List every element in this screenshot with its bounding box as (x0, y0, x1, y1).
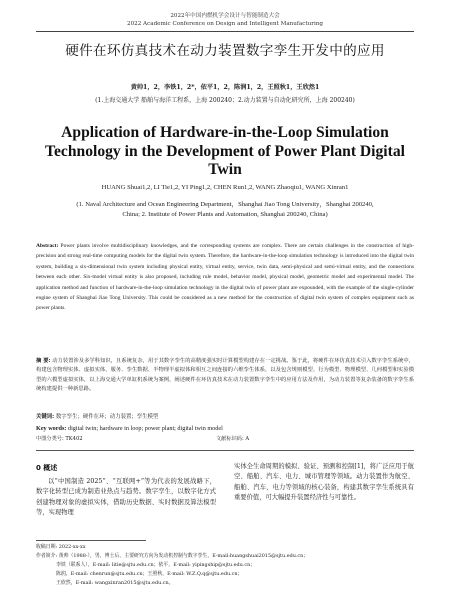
body-paragraph-left: 以“中国制造 2025”、“互联网+”等为代表的发展战略下，数字化转型已成为制造业热点与趋势。数字孪生，以数字化方式创建物理对象的虚拟实体，借助历史数据、实时数据及算法模型等，实现物理 (36, 478, 216, 517)
english-title: Application of Hardware-in-the-Loop Simulation Technology in the Development of Power Plant Digital Twin (45, 124, 405, 178)
chinese-affiliation: (1.上海交通大学 船舶与海洋工程系，上海 200240；2.动力装置与自动化研究所，上海 200240) (95, 97, 355, 104)
body-paragraph-right: 实体全生命周期的模拟、验证、预测和控制[1]，将广泛应用于航空、船舶、汽车、电力、城市管理等领域。动力装置作为航空、船舶、汽车、电力等领域的核心装备，构建其数字孪生系统具有重要价值，可大幅提升装置经济性与可靠性。 (234, 463, 414, 502)
header-rule (36, 31, 414, 32)
english-keywords (36, 425, 414, 433)
chinese-keywords (36, 413, 414, 421)
body-column-right (234, 462, 414, 504)
running-header-cn: 2022年中国内燃机学会设计与智能制造大会 (170, 13, 280, 19)
running-header-en: 2022 Academic Conference on Design and Intelligent Manufacturing (127, 21, 323, 27)
chinese-keywords-label: 关键词: (36, 414, 55, 420)
chinese-keywords-text: 数字孪生；硬件在环；动力装置；孪生模型 (55, 414, 159, 420)
footnote-others: 陈润，E-mail: chenrun@sjtu.edu.cn；王照秋，E-mail: W.Z.Q.q@sjtu.edu.cn； (56, 571, 243, 577)
footnote-contact: 李铁（联系人），E-mail: litie@sjtu.edu.cn；依平，E-mail: yipingship@sjtu.edu.cn； (56, 562, 256, 568)
clc-number: 中图分类号: TK402 (36, 436, 83, 442)
footnote-rule (36, 540, 146, 541)
body-column-left (36, 462, 216, 519)
english-affiliation: (1. Naval Architecture and Ocean Engineering Department，Shanghai Jiao Tong University，Shanghai 200240, China; 2. Institute of Power Plants and Automation, Shanghai 200240, China) (76, 201, 374, 218)
footnote-author-info: 作者简介: 黄帅（1988-），男，博士后，主要研究方向为发动机控制与数字孪生，E-mail:huangshuai2015@sjtu.edu.cn； (36, 553, 309, 559)
chinese-authors: 黄帅1，2，李铁1，2*，依平1，2，陈润1，2，王照秋1，王欣然1 (130, 84, 320, 91)
chinese-title: 硬件在环仿真技术在动力装置数字孪生开发中的应用 (65, 43, 385, 59)
english-abstract-label: Abstract: (36, 243, 59, 249)
footnote-others-2: 王欣然，E-mail: wangxinran2015@sjtu.edu.cn。 (56, 580, 174, 586)
chinese-abstract-label: 摘 要: (36, 358, 51, 364)
classification-row (36, 436, 414, 443)
chinese-abstract-text: 动力装置涉及多学科知识，且系统复杂，用于其数字孪生的高精度强实时计算模型构建存在一定挑战。鉴于此，将硬件在环仿真技术引入数字孪生系统中，构建包含物理实体、虚拟实体、服务、孪生数据、半物理半虚拟体和相互之间连接的六维孪生体系，以及包含规则模型、行为模型、物理模型、几何模型和实验模型的六模型虚拟实体，以上海交通大学单缸机系统为案例，阐述硬件在环仿真技术在动力装置数字孪生中的应用方法及作用，为动力装置等复杂装备的数字孪生系统构建提供一种新思路。 (36, 358, 414, 393)
english-abstract (36, 241, 414, 314)
abstract-divider (36, 450, 414, 451)
english-authors: HUANG Shuai1,2, LI Tie1,2, YI Ping1,2, CHEN Run1,2, WANG Zhaoqiu1, WANG Xinran1 (101, 184, 349, 191)
english-keywords-label: Key words: (36, 425, 67, 432)
english-abstract-text: Power plants involve multidisciplinary knowledges, and the corresponding systems are complex. There are certain challenges in the construction of high-precision and strong real-time computing models for the digital twin system. Therefore, the hardware-in-the-loop simulation technology is introduced into the digital twin system, building a six-dimensional twin system including physical entity, virtual entity, service, twin data, semi-physical and semi-virtual entity, and the connections between each other. Six-model virtual entity is also proposed, including rule model, behavior model, physical model, geometric model and experimental model. The application method and function of hardware-in-the-loop simulation technology in the digital twin of power plant are expounded, with the example of the single-cylinder engine system of Shanghai Jiao Tong University. This could be considered as a new method for the construction of digital twin system of complex equipment such as power plants. (36, 243, 414, 312)
document-code: 文献标识码: A (216, 436, 250, 442)
section-heading-overview: 0 概述 (36, 464, 58, 472)
footnote-received: 收稿日期: 2022-xx-xx (36, 544, 86, 550)
english-keywords-text: digital twin; hardware in loop; power plant; digital twin model (67, 425, 223, 432)
chinese-abstract (36, 357, 414, 395)
